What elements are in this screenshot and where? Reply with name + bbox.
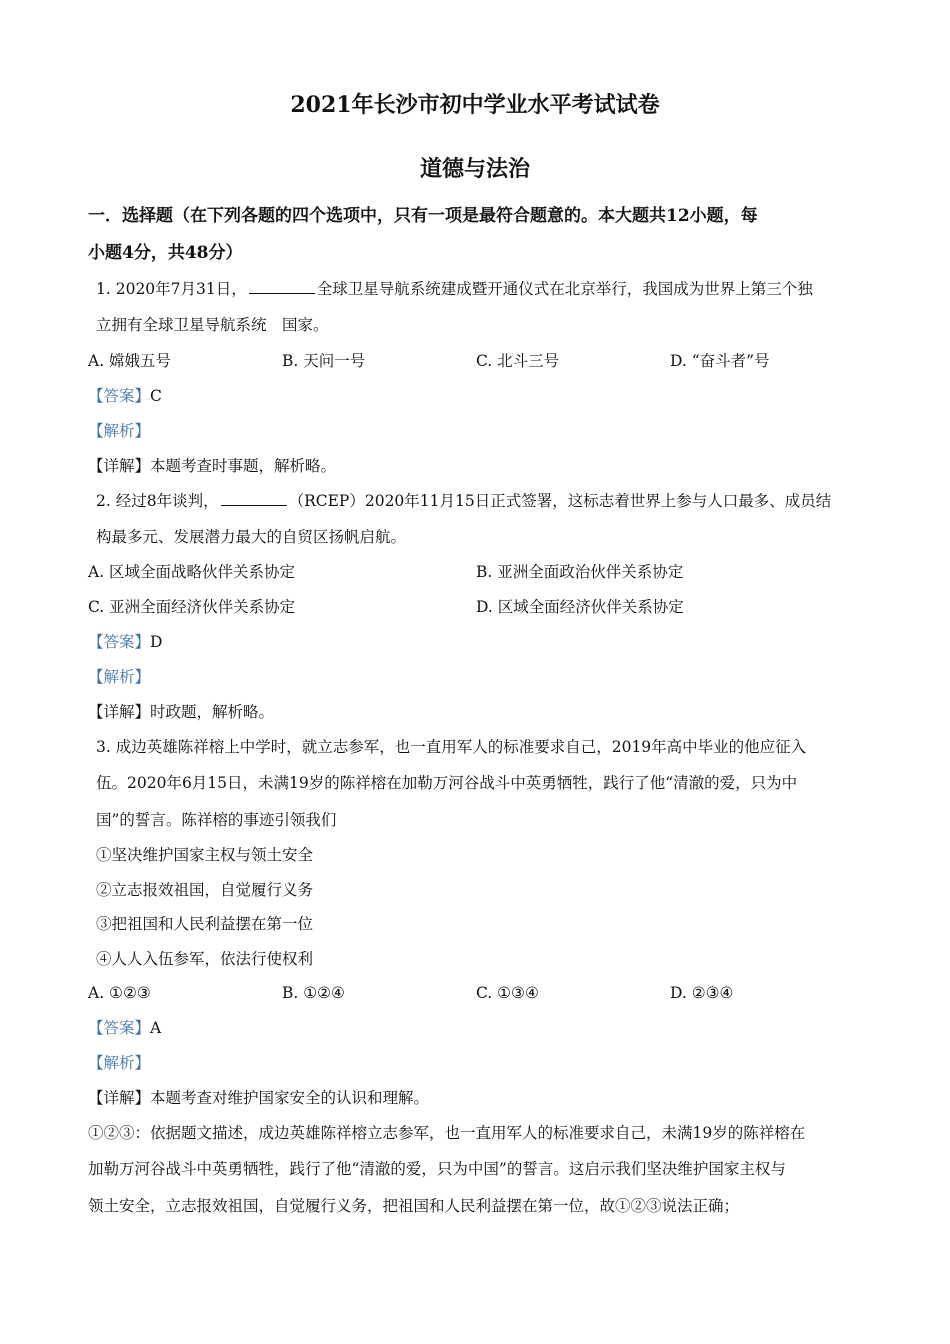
exam-title: 2021年长沙市初中学业水平考试试卷 [290,92,660,118]
q1-option-d: D. “奋斗者”号 [670,352,770,370]
q3-option-c: C. ①③④ [476,984,539,1002]
q2-option-a: A. 区域全面战略伙伴关系协定 [88,563,296,581]
q2-answer: 【答案】D [88,633,163,651]
q2-stem-line2: 构最多元、发展潜力最大的自贸区扬帆启航。 [96,528,407,546]
q2-analysis-label: 【解析】 [88,668,151,686]
q1-detail: 【详解】本题考查时事题，解析略。 [88,457,337,475]
q2-option-d: D. 区域全面经济伙伴关系协定 [476,598,684,616]
q2-stem-line1: 2. 经过8年谈判， （RCEP）2020年11月15日正式签署，这标志着世界上参与人口最多、成员结 [96,492,832,510]
q1-option-c: C. 北斗三号 [476,352,560,370]
q3-item-2: ②立志报效祖国，自觉履行义务 [96,881,314,899]
q3-explain-line2: 加勒万河谷战斗中英勇牺牲，践行了他“清澈的爱，只为中国”的誓言。这启示我们坚决维护国家主权与 [88,1160,786,1178]
q3-item-4: ④人人入伍参军，依法行使权利 [96,950,314,968]
q2-detail: 【详解】时政题，解析略。 [88,703,275,721]
q3-detail: 【详解】本题考查对维护国家安全的认识和理解。 [88,1089,430,1107]
q3-stem-line2: 伍。2020年6月15日，未满19岁的陈祥榕在加勒万河谷战斗中英勇牺牲，践行了他“清澈的爱，只为中 [96,774,798,792]
section-heading-line2: 小题4分，共48分） [88,243,243,263]
q3-item-1: ①坚决维护国家主权与领土安全 [96,846,314,864]
q1-option-b: B. 天问一号 [282,352,366,370]
q1-stem-line1: 1. 2020年7月31日， 全球卫星导航系统建成暨开通仪式在北京举行，我国成为世界上第三个独 [96,280,813,298]
q1-stem-line2: 立拥有全球卫星导航系统 国家。 [96,316,329,334]
q3-stem-line1: 3. 成边英雄陈祥榕上中学时，就立志参军，也一直用军人的标准要求自己，2019年高中毕业的他应征入 [96,738,807,756]
subject-title: 道德与法治 [419,156,530,182]
q3-option-d: D. ②③④ [670,984,734,1002]
q3-answer: 【答案】A [88,1019,162,1037]
q2-blank [221,491,287,506]
q3-explain-line1: ①②③：依据题文描述，成边英雄陈祥榕立志参军，也一直用军人的标准要求自己，未满19岁的陈祥榕在 [88,1124,806,1142]
q3-stem-line3: 国”的誓言。陈祥榕的事迹引领我们 [96,811,337,829]
q2-option-c: C. 亚洲全面经济伙伴关系协定 [88,598,296,616]
q1-answer: 【答案】C [88,387,162,405]
q2-option-b: B. 亚洲全面政治伙伴关系协定 [476,563,684,581]
q1-blank [249,279,315,294]
q3-analysis-label: 【解析】 [88,1054,151,1072]
q1-analysis-label: 【解析】 [88,422,151,440]
q3-explain-line3: 领土安全，立志报效祖国，自觉履行义务，把祖国和人民利益摆在第一位，故①②③说法正确； [88,1197,740,1215]
section-heading-line1: 一．选择题（在下列各题的四个选项中，只有一项是最符合题意的。本大题共12小题，每 [88,206,758,226]
q3-item-3: ③把祖国和人民利益摆在第一位 [96,915,314,933]
q3-option-b: B. ①②④ [282,984,345,1002]
q3-option-a: A. ①②③ [88,984,151,1002]
q1-option-a: A. 嫦娥五号 [88,352,172,370]
